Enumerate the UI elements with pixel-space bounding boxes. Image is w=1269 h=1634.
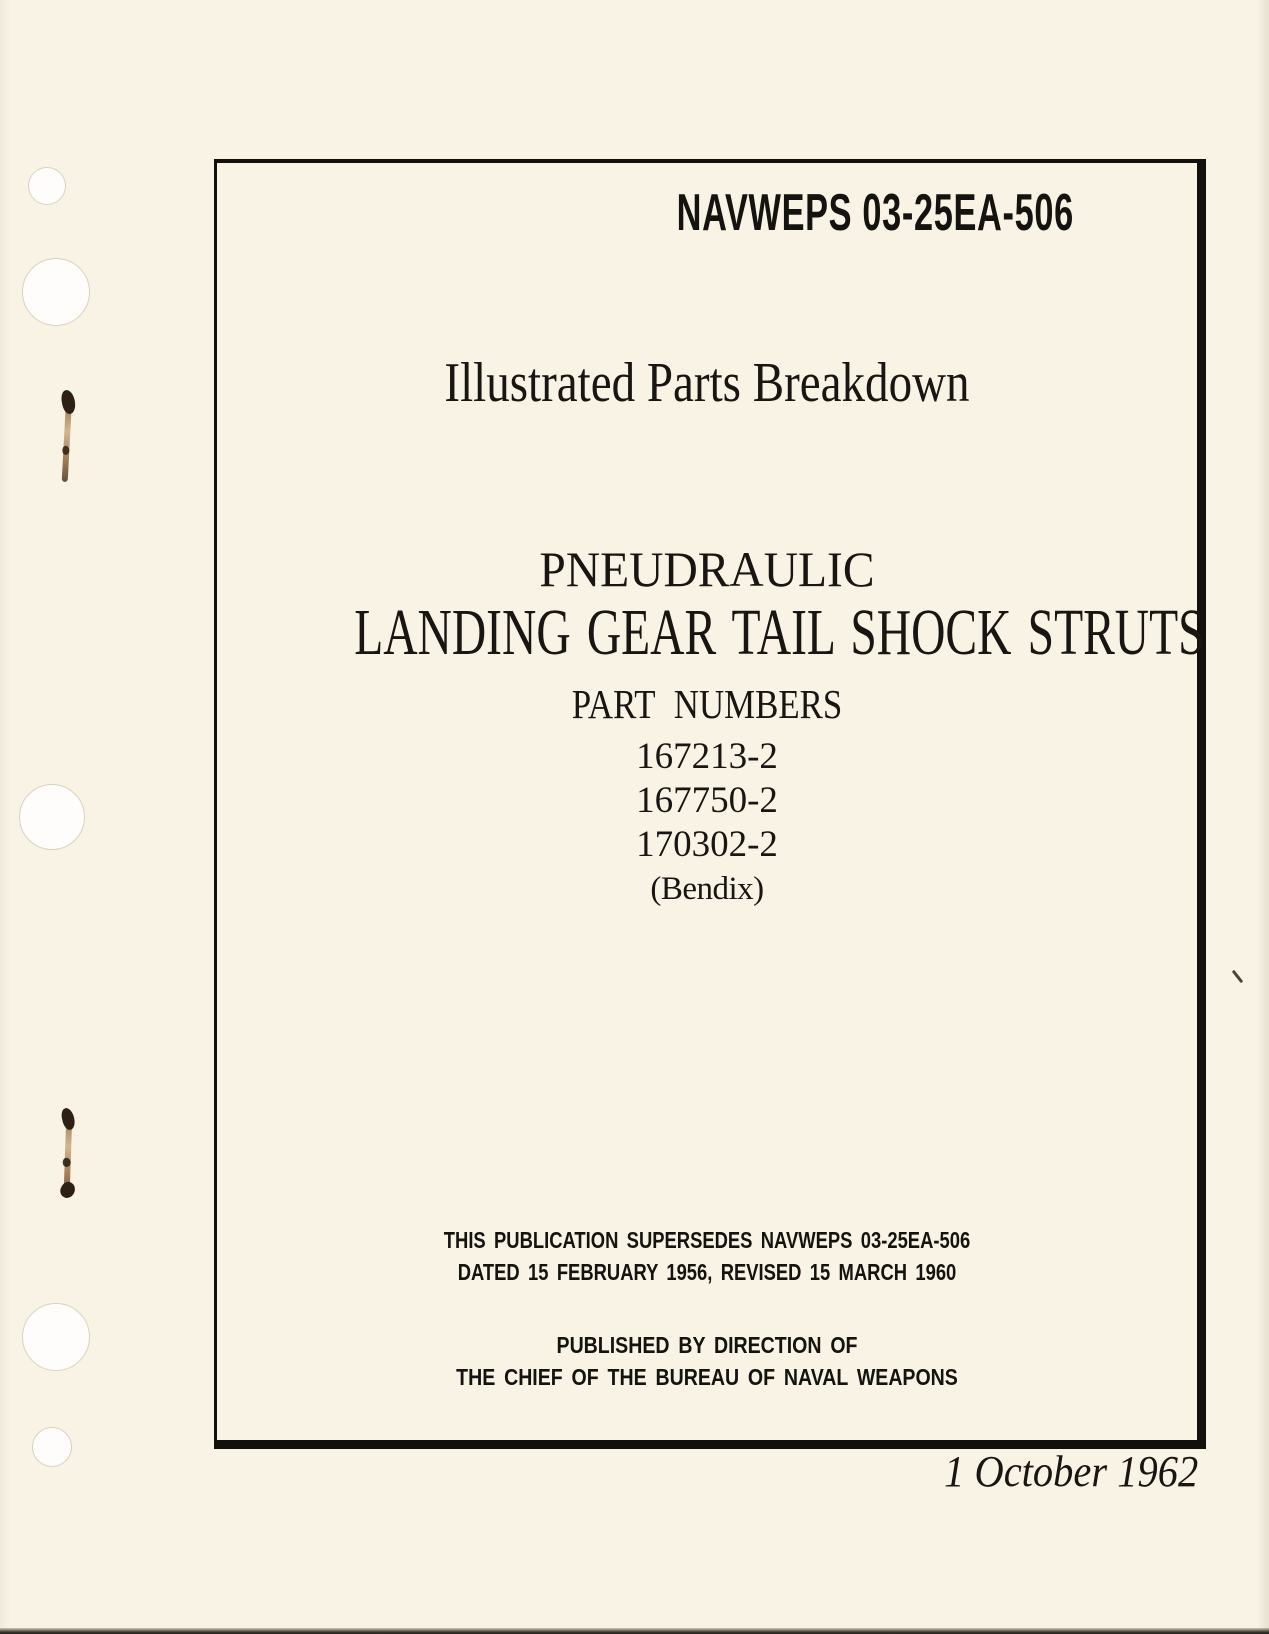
publisher-line1: PUBLISHED BY DIRECTION OF: [556, 1332, 858, 1358]
supersedes-note-line2: DATED 15 FEBRUARY 1956, REVISED 15 MARCH 1960: [457, 1259, 957, 1285]
binder-stain-blob: [60, 1107, 76, 1131]
binder-stain: [56, 1106, 81, 1203]
part-number: 167213-2: [636, 736, 778, 777]
publication-date: 1 October 1962: [943, 1447, 1198, 1496]
binder-stain-blob: [63, 1158, 71, 1167]
part-numbers-list: [217, 738, 1197, 870]
main-title-line1: PNEUDRAULIC: [539, 541, 875, 597]
page-bottom-edge: [0, 1628, 1269, 1634]
part-number: 167750-2: [636, 780, 778, 821]
punch-hole: [22, 1303, 90, 1371]
part-numbers-heading: PART NUMBERS: [571, 681, 843, 727]
punch-hole: [32, 1427, 72, 1467]
supersedes-note-line1: THIS PUBLICATION SUPERSEDES NAVWEPS 03-25EA-506: [443, 1227, 971, 1253]
pen-mark: [1232, 970, 1244, 984]
doc-number: NAVWEPS 03-25EA-506: [676, 184, 1074, 242]
punch-hole: [19, 784, 85, 850]
binder-stain: [56, 390, 81, 487]
page-right-edge: [1257, 0, 1269, 1634]
manufacturer-name: (Bendix): [650, 871, 764, 907]
punch-hole: [28, 167, 66, 205]
main-title-line2: LANDING GEAR TAIL SHOCK STRUTS: [354, 596, 1205, 669]
document-subtitle: Illustrated Parts Breakdown: [444, 352, 970, 414]
binder-stain-blob: [60, 389, 77, 415]
punch-hole: [22, 258, 90, 326]
title-rule-box: [214, 159, 1206, 1449]
publisher-line2: THE CHIEF OF THE BUREAU OF NAVAL WEAPONS: [456, 1364, 958, 1390]
binder-stain-blob: [58, 1179, 78, 1200]
part-number: 170302-2: [636, 824, 778, 865]
